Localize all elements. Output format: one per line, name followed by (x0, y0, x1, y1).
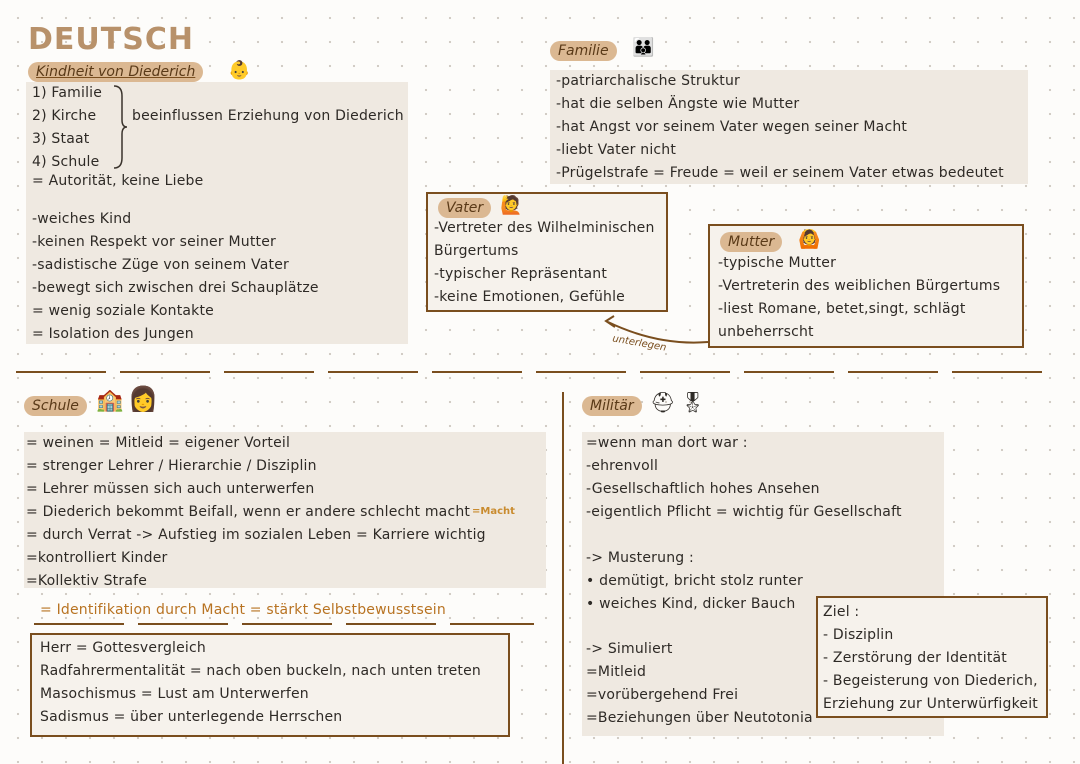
kindheit-summary: = Autorität, keine Liebe (32, 173, 204, 189)
ziel-line: Erziehung zur Unterwürfigkeit (823, 696, 1039, 712)
familie-line: -hat Angst vor seinem Vater wegen seiner Macht (556, 119, 908, 135)
family-icon: 👪 (632, 37, 655, 58)
militaer-line: =Beziehungen über Neutotonia (586, 710, 813, 726)
page-title: DEUTSCH (28, 22, 194, 57)
familie-line: -liebt Vater nicht (556, 142, 677, 158)
schule-line: =kontrolliert Kinder (26, 550, 168, 566)
militaer-line: =vorübergehend Frei (586, 687, 739, 703)
familie-line: -patriarchalische Struktur (556, 73, 740, 89)
kindheit-item: 1) Familie (32, 85, 103, 101)
familie-box (550, 70, 1028, 184)
mutter-line: -typische Mutter (718, 255, 837, 271)
ziel-box (816, 596, 1048, 718)
identifikation-text: = Identifikation durch Macht = stärkt Selbstbewusstsein (40, 602, 446, 618)
kindheit-box (26, 82, 408, 344)
ziel-line: Ziel : (823, 604, 860, 620)
mutter-line: -Vertreterin des weiblichen Bürgertums (718, 278, 1001, 294)
militaer-line: -eigentlich Pflicht = wichtig für Gesellschaft (586, 504, 902, 520)
schule-tag: Schule (24, 396, 87, 416)
schule-box2-line: Masochismus = Lust am Unterwerfen (40, 686, 309, 702)
teacher-icon: 👩 (128, 385, 158, 413)
militaer-line: • weiches Kind, dicker Bauch (586, 596, 796, 612)
militaer-line: -Gesellschaftlich hohes Ansehen (586, 481, 820, 497)
militaer-line: -> Simuliert (586, 641, 673, 657)
kindheit-trait: -weiches Kind (32, 211, 132, 227)
kindheit-item: 2) Kirche (32, 108, 97, 124)
vater-line: -keine Emotionen, Gefühle (434, 289, 625, 305)
militaer-line: -> Musterung : (586, 550, 694, 566)
identifikation-underline (34, 623, 534, 625)
kindheit-tag: Kindheit von Diederich (28, 62, 203, 82)
vater-box (426, 192, 668, 312)
arrow-label: unterlegen (611, 333, 668, 354)
kindheit-trait: = wenig soziale Kontakte (32, 303, 214, 319)
kindheit-item: 4) Schule (32, 154, 100, 170)
militaer-line: • demütigt, bricht stolz runter (586, 573, 804, 589)
kindheit-item: 3) Staat (32, 131, 90, 147)
vater-tag: Vater (438, 198, 491, 218)
kindheit-trait: -bewegt sich zwischen drei Schauplätze (32, 280, 319, 296)
woman-icon: 🙆 (798, 229, 821, 250)
schule-box2-line: Sadismus = über unterlegende Herrschen (40, 709, 343, 725)
baby-icon: 👶 (228, 60, 251, 81)
column-divider (562, 392, 564, 764)
macht-note: =Macht (472, 506, 515, 517)
schule-box2-line: Herr = Gottesvergleich (40, 640, 206, 656)
schule-line: =Kollektiv Strafe (26, 573, 148, 589)
schule-line: = durch Verrat -> Aufstieg im sozialen Leben = Karriere wichtig (26, 527, 486, 543)
ziel-line: - Zerstörung der Identität (823, 650, 1007, 666)
ziel-line: - Begeisterung von Diederich, (823, 673, 1038, 689)
mutter-box (708, 224, 1024, 348)
vater-line: -Vertreter des Wilhelminischen (434, 220, 655, 236)
schule-line: = weinen = Mitleid = eigener Vorteil (26, 435, 291, 451)
schule-line: = Lehrer müssen sich auch unterwerfen (26, 481, 315, 497)
kindheit-trait: -keinen Respekt vor seiner Mutter (32, 234, 276, 250)
militaer-line: =wenn man dort war : (586, 435, 748, 451)
brace-text: beeinflussen Erziehung von Diederich (132, 108, 404, 124)
familie-tag: Familie (550, 41, 617, 61)
schule-box (24, 432, 546, 588)
vater-line: Bürgertums (434, 243, 519, 259)
familie-line: -Prügelstrafe = Freude = weil er seinem Vater etwas bedeutet (556, 165, 1004, 181)
helmet-icon: ⛑ (650, 390, 676, 414)
mutter-tag: Mutter (720, 232, 782, 252)
medal-icon: 🎖 (680, 390, 706, 414)
militaer-line: -ehrenvoll (586, 458, 659, 474)
mutter-line: -liest Romane, betet,singt, schlägt (718, 301, 966, 317)
section-divider (16, 371, 1046, 373)
militaer-tag: Militär (582, 396, 642, 416)
schule-line: = Diederich bekommt Beifall, wenn er andere schlecht macht (26, 504, 471, 520)
school-icon: 🏫 (96, 388, 124, 413)
schule-box2 (30, 633, 510, 737)
ziel-line: - Disziplin (823, 627, 894, 643)
brace-icon (112, 84, 128, 170)
militaer-line: =Mitleid (586, 664, 647, 680)
vater-line: -typischer Repräsentant (434, 266, 608, 282)
schule-line: = strenger Lehrer / Hierarchie / Disziplin (26, 458, 317, 474)
schule-box2-line: Radfahrermentalität = nach oben buckeln, nach unten treten (40, 663, 481, 679)
familie-line: -hat die selben Ängste wie Mutter (556, 96, 800, 112)
man-icon: 🙋 (500, 195, 523, 216)
kindheit-trait: -sadistische Züge von seinem Vater (32, 257, 289, 273)
kindheit-trait: = Isolation des Jungen (32, 326, 194, 342)
mutter-line: unbeherrscht (718, 324, 814, 340)
